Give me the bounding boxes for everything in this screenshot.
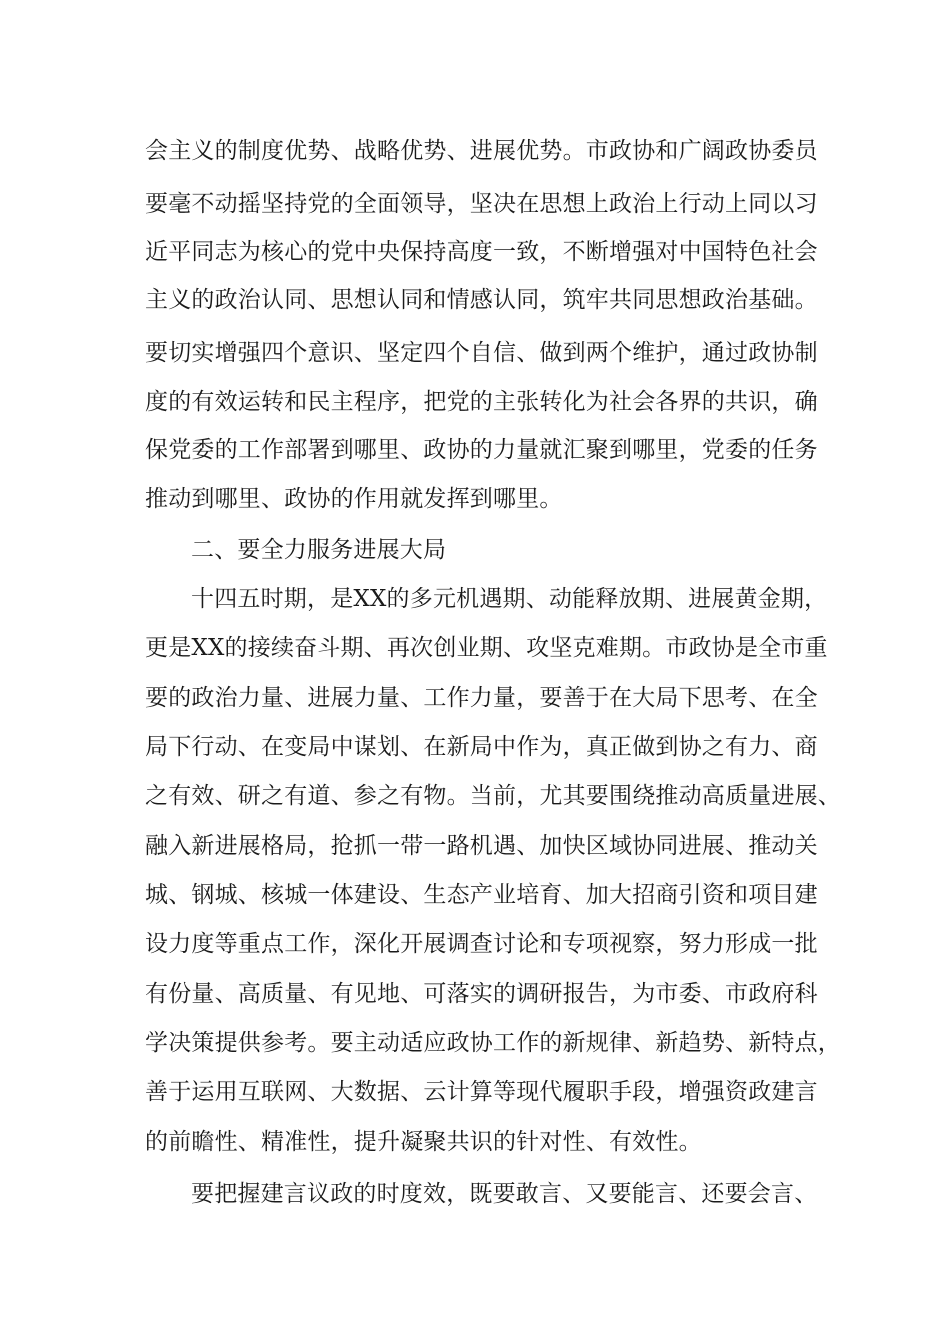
body-text-line: 会主义的制度优势、战略优势、进展优势。市政协和广阔政协委员: [145, 138, 818, 164]
section-heading: 二、要全力服务进展大局: [191, 537, 447, 563]
body-text-line: 保党委的工作部署到哪里、政协的力量就汇聚到哪里，党委的任务: [145, 437, 818, 463]
body-text-line: 之有效、研之有道、参之有物。当前，尤其要围绕推动高质量进展、: [145, 783, 841, 809]
body-text-line: 度的有效运转和民主程序，把党的主张转化为社会各界的共识，确: [145, 389, 818, 415]
body-text-line: 要的政治力量、进展力量、工作力量，要善于在大局下思考、在全: [145, 685, 818, 711]
body-text-line: 融入新进展格局，抢抓一带一路机遇、加快区域协同进展、推动关: [145, 833, 818, 859]
body-text-line: 的前瞻性、精准性，提升凝聚共识的针对性、有效性。: [145, 1129, 702, 1155]
body-text-line: 善于运用互联网、大数据、云计算等现代履职手段，增强资政建言: [145, 1079, 818, 1105]
body-text-line: 近平同志为核心的党中央保持高度一致，不断增强对中国特色社会: [145, 239, 818, 265]
body-text-line: 更是XX的接续奋斗期、再次创业期、攻坚克难期。市政协是全市重: [145, 635, 828, 661]
body-text-line: 学决策提供参考。要主动适应政协工作的新规律、新趋势、新特点，: [145, 1030, 841, 1056]
body-text-line: 推动到哪里、政协的作用就发挥到哪里。: [145, 486, 563, 512]
body-text-line: 十四五时期，是XX的多元机遇期、动能释放期、进展黄金期，: [191, 586, 828, 612]
body-text-line: 局下行动、在变局中谋划、在新局中作为，真正做到协之有力、商: [145, 734, 818, 760]
body-text-line: 要毫不动摇坚持党的全面领导，坚决在思想上政治上行动上同以习: [145, 191, 818, 217]
body-text-line: 有份量、高质量、有见地、可落实的调研报告，为市委、市政府科: [145, 981, 818, 1007]
body-text-line: 要把握建言议政的时度效，既要敢言、又要能言、还要会言、: [191, 1181, 818, 1207]
body-text-line: 城、钢城、核城一体建设、生态产业培育、加大招商引资和项目建: [145, 882, 818, 908]
body-text-line: 主义的政治认同、思想认同和情感认同，筑牢共同思想政治基础。: [145, 287, 818, 313]
body-text-line: 要切实增强四个意识、坚定四个自信、做到两个维护，通过政协制: [145, 340, 818, 366]
body-text-line: 设力度等重点工作，深化开展调查讨论和专项视察，努力形成一批: [145, 931, 818, 957]
